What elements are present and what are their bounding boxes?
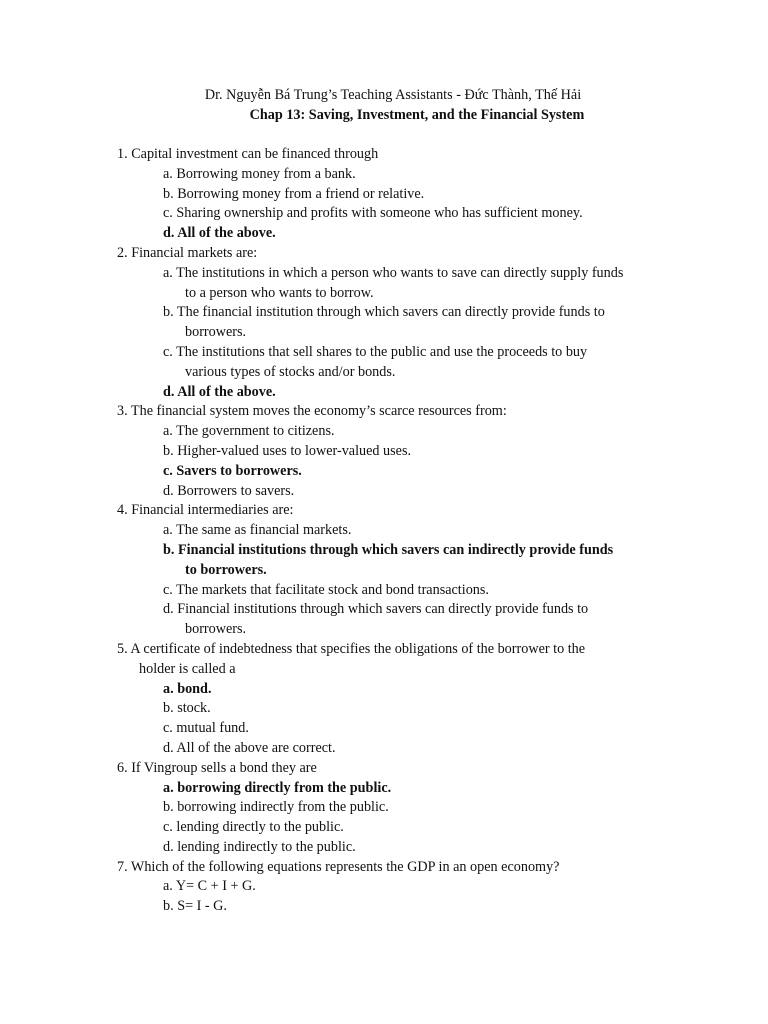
option-b: b. stock. [163,700,211,717]
question-list [117,145,717,917]
option-line-2: borrowers. [185,621,247,638]
question-3 [117,402,717,501]
option-b: b. Borrowing money from a friend or relative. [163,185,425,202]
question-5 [117,640,717,759]
option-line-2: borrowers. [185,324,247,341]
option-d-answer: d. All of the above. [163,225,276,242]
option-d [117,600,717,640]
option-a: a. The same as financial markets. [163,522,352,539]
option-line-1: b. Financial institutions through which savers can indirectly provide funds [163,541,614,558]
question-stem: 7. Which of the following equations represents the GDP in an open economy? [117,858,560,875]
question-stem: 5. A certificate of indebtedness that specifies the obligations of the borrower to the [117,640,586,657]
option-c: c. The markets that facilitate stock and bond transactions. [163,581,489,598]
option-a: a. Y= C + I + G. [163,878,256,895]
option-a: a. Borrowing money from a bank. [163,165,356,182]
option-a: a. The government to citizens. [163,423,335,440]
question-stem: 1. Capital investment can be financed through [117,146,379,162]
question-1 [117,145,717,244]
question-2 [117,244,717,402]
option-d: d. Borrowers to savers. [163,482,295,499]
option-d: d. All of the above are correct. [163,739,336,756]
option-d-answer: d. All of the above. [163,383,276,400]
question-6 [117,759,717,858]
question-stem-continued: holder is called a [139,660,236,677]
option-a [117,264,717,304]
question-stem: 2. Financial markets are: [117,244,258,261]
option-d: d. lending indirectly to the public. [163,838,356,855]
option-c: c. Sharing ownership and profits with someone who has sufficient money. [163,205,583,222]
question-stem: 3. The financial system moves the economy’s scarce resources from: [117,403,507,420]
option-line-1: d. Financial institutions through which savers can directly provide funds to [163,601,589,618]
question-stem: 6. If Vingroup sells a bond they are [117,759,317,776]
option-b: b. borrowing indirectly from the public. [163,799,389,816]
option-b-answer [117,541,717,581]
option-b: b. S= I - G. [163,898,227,915]
option-line-1: b. The financial institution through which savers can directly provide funds to [163,304,605,321]
option-line-1: c. The institutions that sell shares to the public and use the proceeds to buy [163,343,588,360]
option-c: c. lending directly to the public. [163,819,344,836]
question-stem: 4. Financial intermediaries are: [117,502,294,519]
option-a-answer: a. borrowing directly from the public. [163,779,392,796]
option-line-1: a. The institutions in which a person who wants to save can directly supply funds [163,264,624,281]
option-line-2: to borrowers. [185,561,267,578]
chapter-title: Chap 13: Saving, Investment, and the Financial System [249,107,585,123]
option-c-answer: c. Savers to borrowers. [163,462,302,479]
option-b: b. Higher-valued uses to lower-valued uses. [163,442,412,459]
option-b [117,303,717,343]
option-line-2: to a person who wants to borrow. [185,284,374,301]
author-line: Dr. Nguyễn Bá Trung’s Teaching Assistants - Đức Thành, Thế Hải [204,87,582,103]
option-a-answer: a. bond. [163,680,212,697]
question-4 [117,501,717,640]
question-7 [117,858,717,917]
option-line-2: various types of stocks and/or bonds. [185,363,396,380]
option-c: c. mutual fund. [163,720,249,737]
option-c [117,343,717,383]
